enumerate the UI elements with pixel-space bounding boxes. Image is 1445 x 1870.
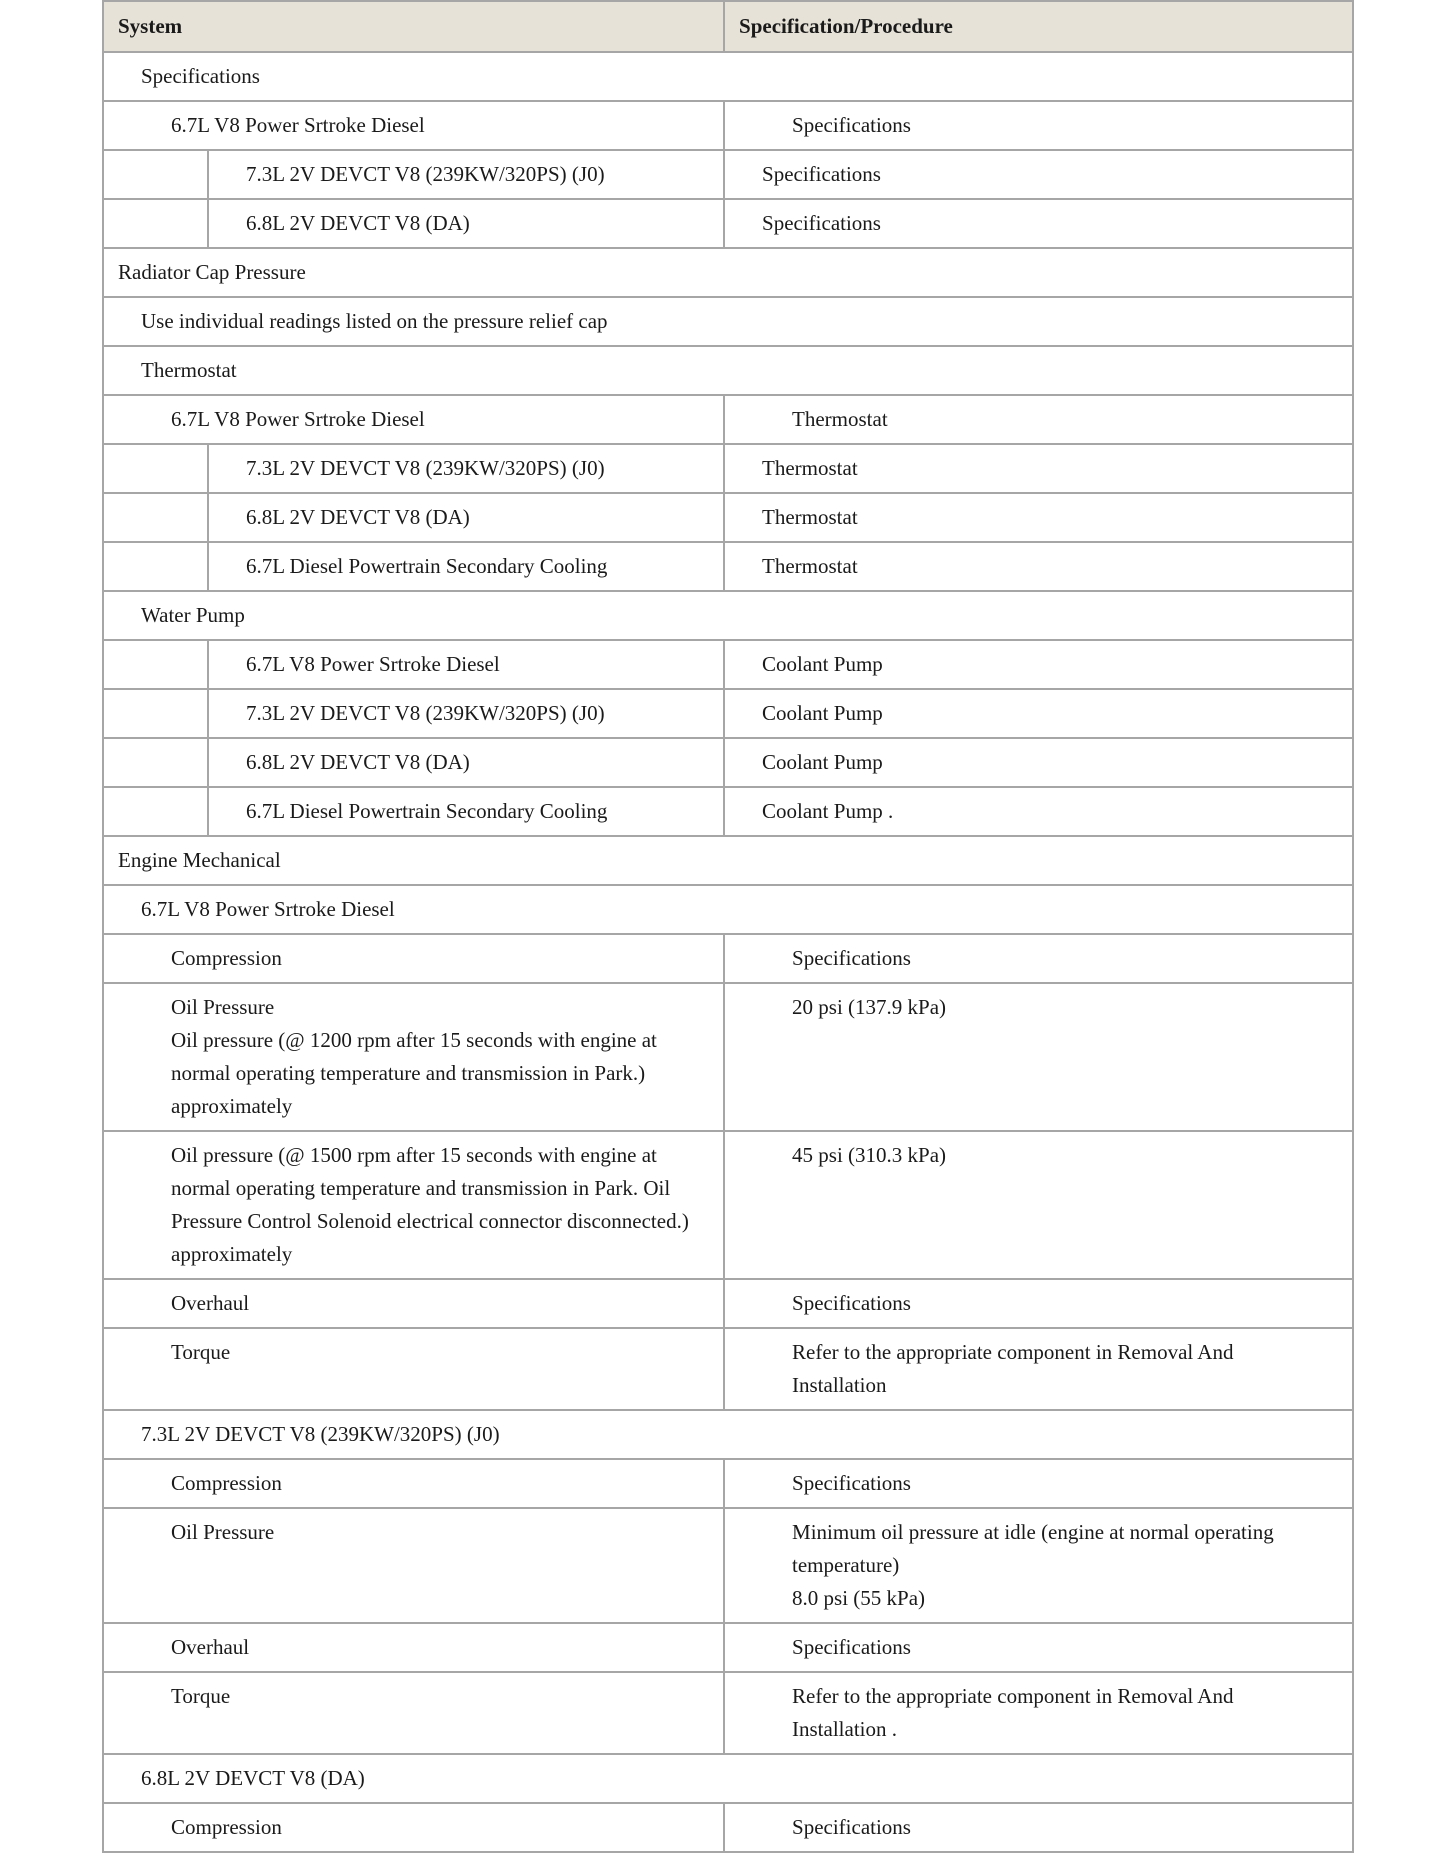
table-row (103, 444, 1353, 493)
table-row (103, 1672, 1353, 1754)
section-heading: Radiator Cap Pressure (103, 248, 1353, 297)
system-text-line: Oil pressure (@ 1200 rpm after 15 seconds with engine at (171, 1028, 657, 1052)
system-cell: 6.7L Diesel Powertrain Secondary Cooling (208, 542, 724, 591)
system-cell: 7.3L 2V DEVCT V8 (239KW/320PS) (J0) (208, 689, 724, 738)
indent-cell (103, 640, 208, 689)
spec-text-line: Installation (792, 1373, 887, 1397)
specifications-table (102, 0, 1354, 1853)
system-text-line: normal operating temperature and transmission in Park. Oil (171, 1176, 671, 1200)
system-cell: 6.8L 2V DEVCT V8 (DA) (208, 199, 724, 248)
indent-cell (103, 150, 208, 199)
system-title: Oil Pressure (171, 995, 275, 1019)
table-row (103, 689, 1353, 738)
table-row (103, 738, 1353, 787)
table-row (103, 297, 1353, 346)
section-heading: Specifications (103, 52, 1353, 101)
spec-link[interactable]: Specifications (724, 101, 1353, 150)
system-text-line: approximately (171, 1094, 293, 1118)
indent-cell (103, 542, 208, 591)
spec-link[interactable]: Specifications (724, 1279, 1353, 1328)
table-row (103, 1508, 1353, 1623)
spec-link[interactable]: Specifications (724, 1623, 1353, 1672)
table-row (103, 885, 1353, 934)
table-row (103, 395, 1353, 444)
system-cell: Overhaul (103, 1623, 724, 1672)
table-row (103, 591, 1353, 640)
table-row (103, 150, 1353, 199)
spec-link[interactable]: Coolant Pump (724, 738, 1353, 787)
spec-link[interactable]: Coolant Pump (724, 640, 1353, 689)
system-cell: Oil Pressure (103, 1508, 724, 1623)
header-specification: Specification/Procedure (724, 1, 1353, 52)
system-text-line: approximately (171, 1242, 293, 1266)
table-row (103, 1279, 1353, 1328)
spec-link[interactable]: Coolant Pump (724, 689, 1353, 738)
system-cell: 6.8L 2V DEVCT V8 (DA) (208, 738, 724, 787)
indent-cell (103, 738, 208, 787)
table-row (103, 934, 1353, 983)
section-heading: 6.8L 2V DEVCT V8 (DA) (103, 1754, 1353, 1803)
table-row (103, 1754, 1353, 1803)
system-cell: 7.3L 2V DEVCT V8 (239KW/320PS) (J0) (208, 444, 724, 493)
table-row (103, 101, 1353, 150)
table-row (103, 1410, 1353, 1459)
spec-text-line: Installation . (792, 1717, 897, 1741)
table-row (103, 52, 1353, 101)
system-cell: 6.7L Diesel Powertrain Secondary Cooling (208, 787, 724, 836)
table-row (103, 493, 1353, 542)
spec-link[interactable]: Thermostat (724, 542, 1353, 591)
spec-text-line: Refer to the appropriate component in Removal And (792, 1340, 1234, 1364)
section-heading: Water Pump (103, 591, 1353, 640)
note-cell: Use individual readings listed on the pressure relief cap (103, 297, 1353, 346)
section-heading: 6.7L V8 Power Srtroke Diesel (103, 885, 1353, 934)
spec-link[interactable]: Specifications (724, 150, 1353, 199)
spec-text-line: temperature) (792, 1553, 900, 1577)
spec-value (724, 1508, 1353, 1623)
spec-link[interactable]: Thermostat (724, 493, 1353, 542)
indent-cell (103, 787, 208, 836)
spec-text-line: Minimum oil pressure at idle (engine at normal operating (792, 1520, 1274, 1544)
table-row (103, 640, 1353, 689)
section-heading: Thermostat (103, 346, 1353, 395)
system-cell: 6.7L V8 Power Srtroke Diesel (103, 101, 724, 150)
spec-link[interactable]: Coolant Pump . (724, 787, 1353, 836)
spec-text-line: Refer to the appropriate component in Removal And (792, 1684, 1234, 1708)
system-text-line: Pressure Control Solenoid electrical connector disconnected.) (171, 1209, 689, 1233)
table-row (103, 983, 1353, 1131)
system-cell: 6.7L V8 Power Srtroke Diesel (103, 395, 724, 444)
table-row (103, 248, 1353, 297)
table-row (103, 1131, 1353, 1279)
indent-cell (103, 689, 208, 738)
spec-link[interactable] (724, 1672, 1353, 1754)
system-cell: Overhaul (103, 1279, 724, 1328)
system-cell (103, 1131, 724, 1279)
table-row (103, 787, 1353, 836)
spec-link[interactable]: Thermostat (724, 444, 1353, 493)
system-text-line: Oil pressure (@ 1500 rpm after 15 seconds with engine at (171, 1143, 657, 1167)
spec-link[interactable]: Specifications (724, 199, 1353, 248)
system-cell: Compression (103, 934, 724, 983)
spec-link[interactable]: Specifications (724, 934, 1353, 983)
table-row (103, 1328, 1353, 1410)
system-cell: Compression (103, 1459, 724, 1508)
table-row (103, 346, 1353, 395)
section-heading: 7.3L 2V DEVCT V8 (239KW/320PS) (J0) (103, 1410, 1353, 1459)
section-heading: Engine Mechanical (103, 836, 1353, 885)
table-row (103, 1803, 1353, 1852)
table-row (103, 542, 1353, 591)
system-cell: 6.8L 2V DEVCT V8 (DA) (208, 493, 724, 542)
spec-text-line: 8.0 psi (55 kPa) (792, 1586, 926, 1610)
spec-value: 45 psi (310.3 kPa) (724, 1131, 1353, 1279)
table-row (103, 1459, 1353, 1508)
system-cell: Torque (103, 1328, 724, 1410)
header-system: System (103, 1, 724, 52)
spec-link[interactable]: Thermostat (724, 395, 1353, 444)
spec-link[interactable]: Specifications (724, 1459, 1353, 1508)
table-row (103, 199, 1353, 248)
table-header-row (103, 1, 1353, 52)
system-cell (103, 983, 724, 1131)
indent-cell (103, 199, 208, 248)
spec-link[interactable] (724, 1328, 1353, 1410)
table-row (103, 836, 1353, 885)
system-cell: 6.7L V8 Power Srtroke Diesel (208, 640, 724, 689)
system-cell: Torque (103, 1672, 724, 1754)
indent-cell (103, 444, 208, 493)
system-cell: 7.3L 2V DEVCT V8 (239KW/320PS) (J0) (208, 150, 724, 199)
system-cell: Compression (103, 1803, 724, 1852)
spec-link[interactable]: Specifications (724, 1803, 1353, 1852)
system-text-line: normal operating temperature and transmission in Park.) (171, 1061, 646, 1085)
spec-value: 20 psi (137.9 kPa) (724, 983, 1353, 1131)
indent-cell (103, 493, 208, 542)
table-row (103, 1623, 1353, 1672)
